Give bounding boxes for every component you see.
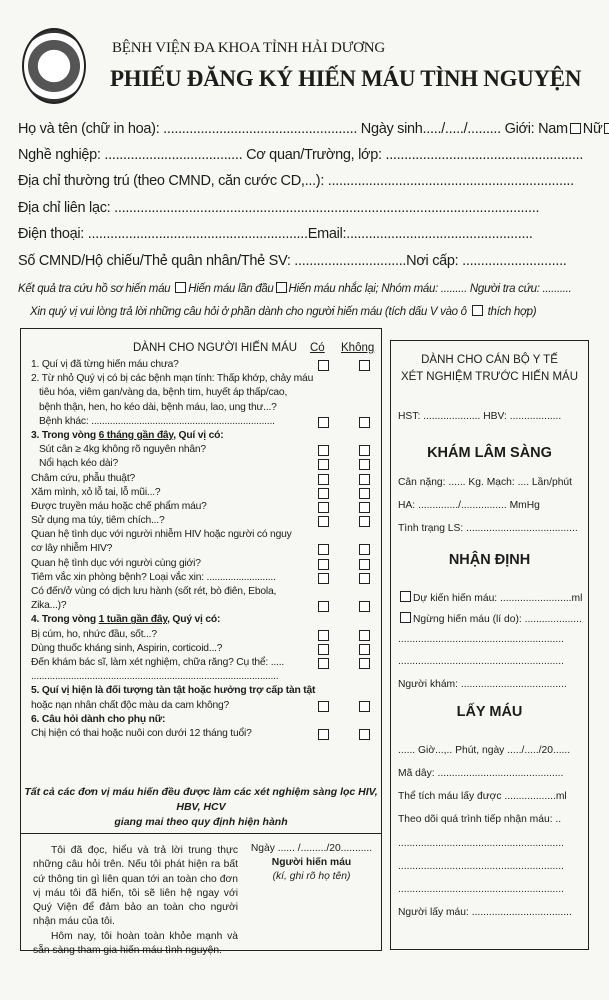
question-text: Chị hiện có thai hoặc nuôi con dưới 12 tháng tuổi? — [31, 727, 252, 739]
question-line — [31, 401, 376, 415]
question-line — [31, 429, 376, 443]
planned-checkbox[interactable] — [400, 591, 411, 602]
question-text: Bị cúm, ho, nhức đầu, sốt...? — [31, 628, 157, 640]
question-line — [31, 699, 376, 713]
question-text: Nổi hạch kéo dài? — [39, 458, 119, 470]
question-text: 1. Quí vị đã từng hiến máu chưa? — [31, 359, 179, 370]
form-title: PHIẾU ĐĂNG KÝ HIẾN MÁU TÌNH NGUYỆN — [110, 66, 582, 91]
no-checkbox[interactable] — [359, 360, 370, 371]
question-line — [31, 642, 376, 656]
donor-section — [20, 328, 382, 957]
question-text: 6 tháng gần đây — [98, 429, 174, 441]
stop-donation-field[interactable]: Ngừng hiến máu (lí do): .................... — [391, 612, 588, 625]
instruction: Xin quý vị vui lòng trả lời những câu hỏi ở phần dành cho người hiến máu (tích dấu V vào ô thích hợp) — [30, 306, 537, 318]
question-line — [31, 528, 376, 542]
permanent-address-row[interactable]: Địa chỉ thường trú (theo CMND, căn cước CD,...): .................................................................. — [18, 173, 574, 189]
no-checkbox[interactable] — [359, 601, 370, 612]
question-text: , Quý vị có: — [167, 614, 221, 626]
question-line — [31, 628, 376, 642]
no-checkbox[interactable] — [359, 658, 370, 669]
staff-heading: DÀNH CHO CÁN BỘ Y TẾ — [421, 354, 558, 366]
yes-checkbox[interactable] — [318, 516, 329, 527]
question-text: Tiêm vắc xin phòng bệnh? Loại vắc xin: .......................... — [31, 571, 276, 583]
question-line — [31, 386, 376, 400]
question-line — [31, 372, 376, 386]
weight-pulse-field[interactable]: Cân nặng: ...... Kg. Mạch: .... Lần/phút — [398, 477, 573, 488]
question-text: bệnh thận, hen, ho kéo dài, bệnh máu, lao, ung thư...? — [39, 401, 277, 413]
collection-title: LẤY MÁU — [456, 704, 523, 720]
question-list — [31, 358, 376, 741]
question-line — [31, 727, 376, 741]
staff-section — [390, 340, 589, 950]
question-text: Bệnh khác: ..................................................................... — [39, 415, 275, 427]
id-number-row[interactable]: Số CMND/Hộ chiếu/Thẻ quân nhân/Thẻ SV: ..............................Nơi cấp: ............................ — [18, 253, 567, 269]
yes-checkbox[interactable] — [318, 502, 329, 513]
no-checkbox[interactable] — [359, 417, 370, 428]
question-line — [31, 599, 376, 613]
planned-donation-field[interactable]: Dự kiến hiến máu: .........................ml — [391, 591, 588, 604]
no-checkbox[interactable] — [359, 573, 370, 584]
question-line — [31, 684, 376, 698]
question-line — [31, 486, 376, 500]
blank-line[interactable]: .......................................................... — [398, 838, 564, 849]
screening-note: Tất cả các đơn vị máu hiến đều được làm các xét nghiệm sàng lọc HIV, HBV, HCV giang mai theo quy định hiện hành — [24, 786, 378, 828]
question-line — [31, 670, 376, 684]
contact-address-row[interactable]: Địa chỉ liên lạc: .................................................................................................................. — [18, 200, 540, 216]
phone-email-row[interactable]: Điện thoại: ...........................................................Email:.................................................. — [18, 226, 533, 242]
no-checkbox[interactable] — [359, 644, 370, 655]
question-line — [31, 358, 376, 372]
lookup-row: Kết quả tra cứu hồ sơ hiến máu Hiến máu lần đầu Hiến máu nhắc lại; Nhóm máu: ......... Người tra cứu: .......... — [18, 283, 572, 295]
male-checkbox[interactable] — [570, 123, 581, 134]
blank-line[interactable]: .......................................................... — [398, 634, 564, 645]
question-text: 1 tuần gần đây — [98, 614, 168, 626]
yes-checkbox[interactable] — [318, 544, 329, 555]
yes-checkbox[interactable] — [318, 417, 329, 428]
yes-checkbox[interactable] — [318, 701, 329, 712]
no-checkbox[interactable] — [359, 729, 370, 740]
question-text: Quan hệ tình dục với người nhiễm HIV hoặc người có nguy — [31, 529, 292, 541]
monitoring-field[interactable]: Theo dõi quá trình tiếp nhận máu: .. — [398, 814, 562, 825]
stop-checkbox[interactable] — [400, 612, 411, 623]
collection-time-field[interactable]: ...... Giờ...,.. Phút, ngày ...../...../20...... — [398, 745, 571, 756]
question-text: 2. Từ nhỏ Quý vị có bị các bệnh mạn tính: Thấp khớp, chảy máu — [31, 373, 314, 385]
yes-checkbox[interactable] — [318, 360, 329, 371]
question-text: 6. Câu hỏi dành cho phụ nữ: — [31, 713, 166, 725]
question-text: Quan hệ tình dục với người cùng giới? — [31, 557, 201, 569]
occupation-row[interactable]: Nghề nghiệp: ..................................... Cơ quan/Trường, lớp: ..................................................... — [18, 147, 584, 163]
no-checkbox[interactable] — [359, 488, 370, 499]
no-checkbox[interactable] — [359, 474, 370, 485]
question-text: 3. Trong vòng — [31, 429, 99, 441]
yes-checkbox[interactable] — [318, 459, 329, 470]
clinical-status-field[interactable]: Tình trạng LS: ....................................... — [398, 523, 578, 534]
yes-checkbox[interactable] — [318, 630, 329, 641]
tests-field[interactable]: HST: .................... HBV: .................. — [398, 411, 562, 422]
checkbox-sample-icon — [472, 305, 483, 316]
no-checkbox[interactable] — [359, 701, 370, 712]
question-line — [31, 613, 376, 627]
no-checkbox[interactable] — [359, 630, 370, 641]
full-name-row[interactable]: Họ và tên (chữ in hoa): .................................................... Ngày sinh...../...../......... Giới: Nam Nữ — [18, 121, 609, 137]
staff-subheading: XÉT NGHIỆM TRƯỚC HIẾN MÁU — [400, 371, 579, 383]
question-line — [31, 500, 376, 514]
question-text: Sử dụng ma túy, tiêm chích...? — [31, 515, 165, 527]
yes-checkbox[interactable] — [318, 573, 329, 584]
no-checkbox[interactable] — [359, 459, 370, 470]
yes-checkbox[interactable] — [318, 658, 329, 669]
question-line — [31, 415, 376, 429]
question-line — [31, 514, 376, 528]
examiner-field[interactable]: Người khám: ..................................... — [398, 679, 567, 690]
repeat-donation-checkbox[interactable] — [276, 282, 287, 293]
blank-line[interactable]: .......................................................... — [398, 884, 564, 895]
question-line — [31, 542, 376, 556]
question-text: Zika...)? — [31, 600, 67, 612]
yes-checkbox[interactable] — [318, 559, 329, 570]
hospital-logo — [22, 28, 86, 104]
question-text: Có đến/ở vùng có dịch lưu hành (sốt rét, bò điên, Ebola, — [31, 586, 277, 597]
question-text: Xăm mình, xỏ lỗ tai, lỗ mũi...? — [31, 486, 161, 498]
donor-heading: DÀNH CHO NGƯỜI HIẾN MÁU — [133, 342, 298, 354]
hospital-name: BỆNH VIỆN ĐA KHOA TỈNH HẢI DƯƠNG — [112, 40, 386, 56]
question-line — [31, 713, 376, 727]
blank-line[interactable]: .......................................................... — [398, 861, 564, 872]
declaration: Tôi đã đọc, hiểu và trả lời trung thực những câu hỏi trên. Nếu tôi phát hiện ra bất cứ thông tin gì liên quan tới an toàn cho đơn vị máu tôi đã hiến, tôi sẽ liên hệ ngay với Quý Viện để đảm bảo an toàn cho người nhận máu của tôi. Hôm nay, tôi hoàn toàn khỏe mạnh và sẵn sàng tham gia hiến máu tình nguyện. — [33, 845, 238, 957]
no-checkbox[interactable] — [359, 502, 370, 513]
volume-field[interactable]: Thể tích máu lấy được ..................ml — [398, 791, 567, 802]
question-text: 4. Trong vòng — [31, 614, 99, 626]
question-line — [31, 472, 376, 486]
exam-title: KHÁM LÂM SÀNG — [427, 445, 552, 461]
yes-checkbox[interactable] — [318, 644, 329, 655]
yes-checkbox[interactable] — [318, 601, 329, 612]
question-text: Châm cứu, phẫu thuật? — [31, 472, 136, 484]
question-line — [31, 585, 376, 599]
female-checkbox[interactable] — [604, 123, 609, 134]
question-text: tiêu hóa, viêm gan/vàng da, bệnh tim, huyết áp thấp/cao, — [39, 387, 288, 399]
question-line — [31, 443, 376, 457]
no-checkbox[interactable] — [359, 516, 370, 527]
question-text: Dùng thuốc kháng sinh, Aspirin, corticoid...? — [31, 642, 223, 654]
blank-line[interactable]: .......................................................... — [398, 656, 564, 667]
first-donation-checkbox[interactable] — [175, 282, 186, 293]
question-text: ............................................................................................. — [31, 671, 279, 683]
no-checkbox[interactable] — [359, 559, 370, 570]
no-checkbox[interactable] — [359, 445, 370, 456]
question-text: 5. Quí vị hiện là đối tượng tàn tật hoặc hưởng trợ cấp tàn tật — [31, 685, 316, 697]
question-line — [31, 457, 376, 471]
question-line — [31, 557, 376, 571]
no-checkbox[interactable] — [359, 544, 370, 555]
yes-checkbox[interactable] — [318, 729, 329, 740]
blood-pressure-field[interactable]: HA: ............../................ MmHg — [398, 500, 540, 511]
question-text: Sút cân ≥ 4kg không rõ nguyên nhân? — [39, 444, 206, 456]
yes-column-header: Có — [310, 342, 325, 354]
divider — [21, 833, 381, 834]
collector-field[interactable]: Người lấy máu: ................................... — [398, 907, 572, 918]
question-text: , Quí vị có: — [173, 429, 224, 441]
yes-checkbox[interactable] — [318, 445, 329, 456]
yes-checkbox[interactable] — [318, 488, 329, 499]
question-text: cơ lây nhiễm HIV? — [31, 543, 113, 555]
question-text: hoặc nạn nhân chất độc màu da cam không? — [31, 699, 230, 711]
bag-code-field[interactable]: Mã dây: ............................................ — [398, 768, 564, 779]
question-text: Được truyền máu hoặc chế phẩm máu? — [31, 500, 207, 512]
yes-checkbox[interactable] — [318, 474, 329, 485]
question-line — [31, 571, 376, 585]
assessment-title: NHẬN ĐỊNH — [448, 552, 531, 568]
question-text: Đến khám bác sĩ, làm xét nghiệm, chữa răng? Cụ thể: ..... — [31, 656, 285, 668]
question-line — [31, 656, 376, 670]
donor-signature[interactable]: Ngày ...... /........./20........... Người hiến máu (kí, ghi rõ họ tên) — [250, 843, 373, 882]
no-column-header: Không — [341, 342, 375, 354]
